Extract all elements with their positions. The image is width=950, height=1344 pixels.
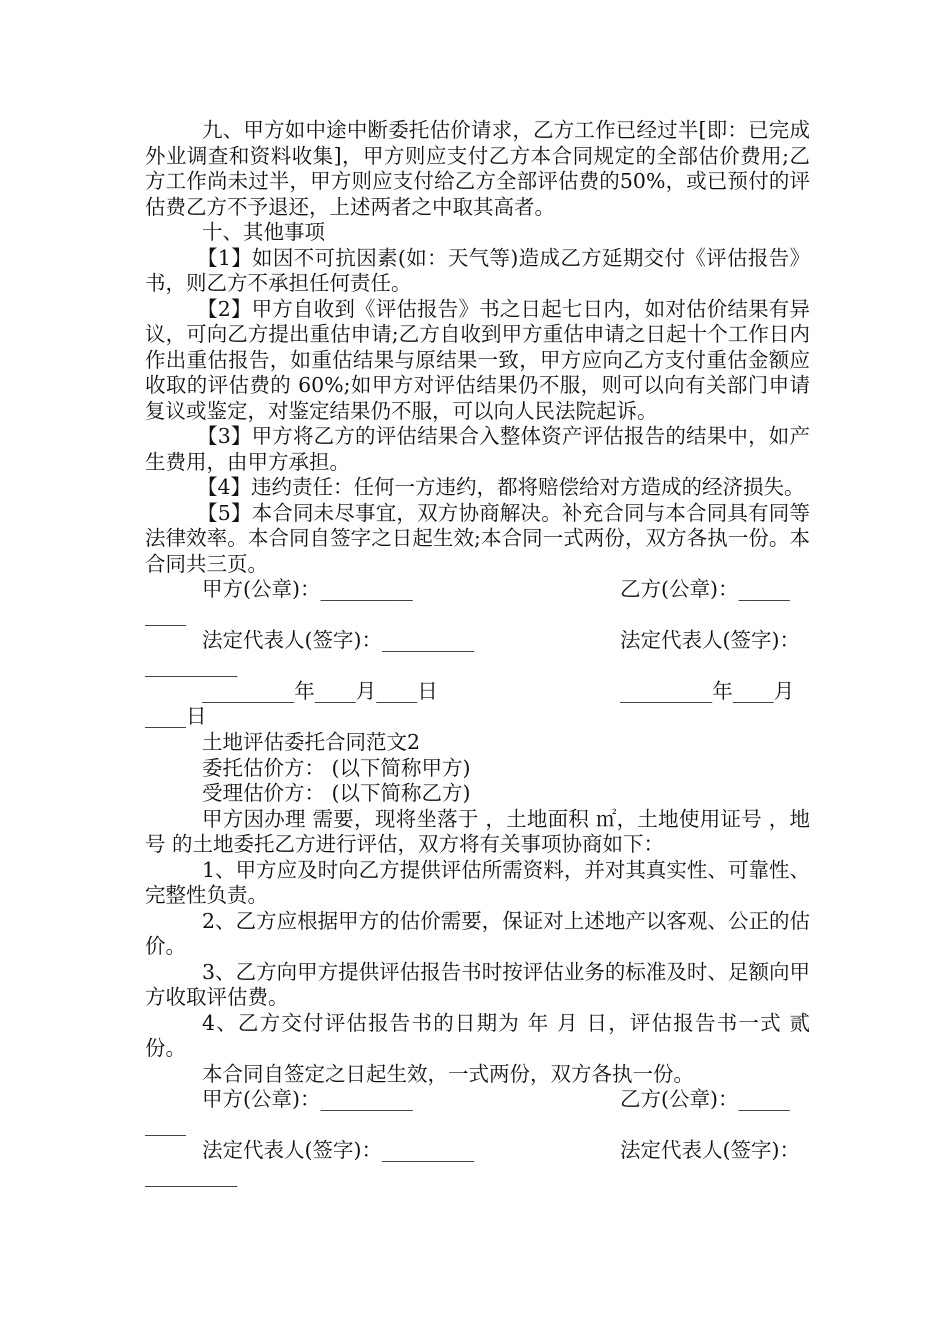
section-10-title: 十、其他事项	[202, 220, 325, 244]
party-b-seal: 乙方(公章)：_____	[620, 577, 790, 601]
signature2-row-seal	[145, 1087, 810, 1138]
item-2: 【2】甲方自收到《评估报告》书之日起七日内，如对估价结果有异议，可向乙方提出重估申请;乙方自收到甲方重估申请之日起十个工作日内作出重估报告，如重估结果与原结果一致，甲方应向乙方支付重估金额应收取的评估费的 60%;如甲方对评估结果仍不服，则可以向有关部门申请复议或鉴定，对鉴定结果仍不服，可以向人民法院起诉。	[145, 296, 810, 423]
party-b-rep-tail-2: _________	[145, 1163, 238, 1187]
party-b-seal-tail-2: ____	[145, 1112, 186, 1136]
party-a-rep-2: 法定代表人(签字)：_________	[202, 1138, 475, 1162]
doc2-effective: 本合同自签定之日起生效，一式两份，双方各执一份。	[202, 1061, 694, 1086]
clause-9: 九、甲方如中途中断委托估价请求，乙方工作已经过半[即：已完成外业调查和资料收集]，甲方则应支付乙方本合同规定的全部估价费用;乙方工作尚未过半，甲方则应支付给乙方全部评估费的50%，或已预付的评估费乙方不予退还，上述两者之中取其高者。	[145, 118, 810, 219]
document-page	[145, 118, 810, 1189]
signature-row-seal	[145, 577, 810, 628]
party-b-rep-tail: _________	[145, 653, 238, 677]
doc2-clause-3: 3、乙方向甲方提供评估报告书时按评估业务的标准及时、足额向甲方收取评估费。	[145, 959, 810, 1009]
doc2-intro: 甲方因办理 需要，现将坐落于 ，土地面积 ㎡，土地使用证号 ，地号 的土地委托乙方进行评估，双方将有关事项协商如下：	[145, 806, 810, 856]
item-3: 【3】甲方将乙方的评估结果合入整体资产评估报告的结果中，如产生费用，由甲方承担。	[145, 424, 810, 474]
doc2-clause-2: 2、乙方应根据甲方的估价需要，保证对上述地产以客观、公正的估价。	[145, 908, 810, 958]
party-b-date: _________年____月	[620, 679, 795, 703]
party-a-rep: 法定代表人(签字)：_________	[202, 628, 475, 652]
party-b-rep-2: 法定代表人(签字)：	[620, 1138, 800, 1162]
signature-row-rep	[145, 628, 810, 679]
signature-row-date	[145, 679, 810, 730]
doc2-clause-4: 4、乙方交付评估报告书的日期为 年 月 日，评估报告书一式 贰 份。	[145, 1010, 810, 1060]
signature2-row-rep	[145, 1138, 810, 1189]
party-b-seal-2: 乙方(公章)：_____	[620, 1087, 790, 1111]
item-5: 【5】本合同未尽事宜，双方协商解决。补充合同与本合同具有同等法律效率。本合同自签字之日起生效;本合同一式两份，双方各执一份。本合同共三页。	[145, 500, 810, 576]
doc2-client: 委托估价方： (以下简称甲方)	[202, 755, 471, 780]
doc2-clause-1: 1、甲方应及时向乙方提供评估所需资料，并对其真实性、可靠性、完整性负责。	[145, 857, 810, 907]
party-b-rep: 法定代表人(签字)：	[620, 628, 800, 652]
item-4: 【4】违约责任：任何一方违约，都将赔偿给对方造成的经济损失。	[197, 475, 805, 499]
doc2-title: 土地评估委托合同范文2	[202, 730, 421, 754]
doc2-contractor: 受理估价方： (以下简称乙方)	[202, 781, 471, 805]
party-a-date: _________年____月____日	[202, 679, 438, 703]
item-1: 【1】如因不可抗因素(如：天气等)造成乙方延期交付《评估报告》书，则乙方不承担任何责任。	[145, 245, 810, 295]
party-b-seal-tail: ____	[145, 602, 186, 626]
party-a-seal: 甲方(公章)：_________	[202, 577, 413, 601]
party-b-date-tail: ____日	[145, 704, 207, 728]
party-a-seal-2: 甲方(公章)：_________	[202, 1087, 413, 1111]
